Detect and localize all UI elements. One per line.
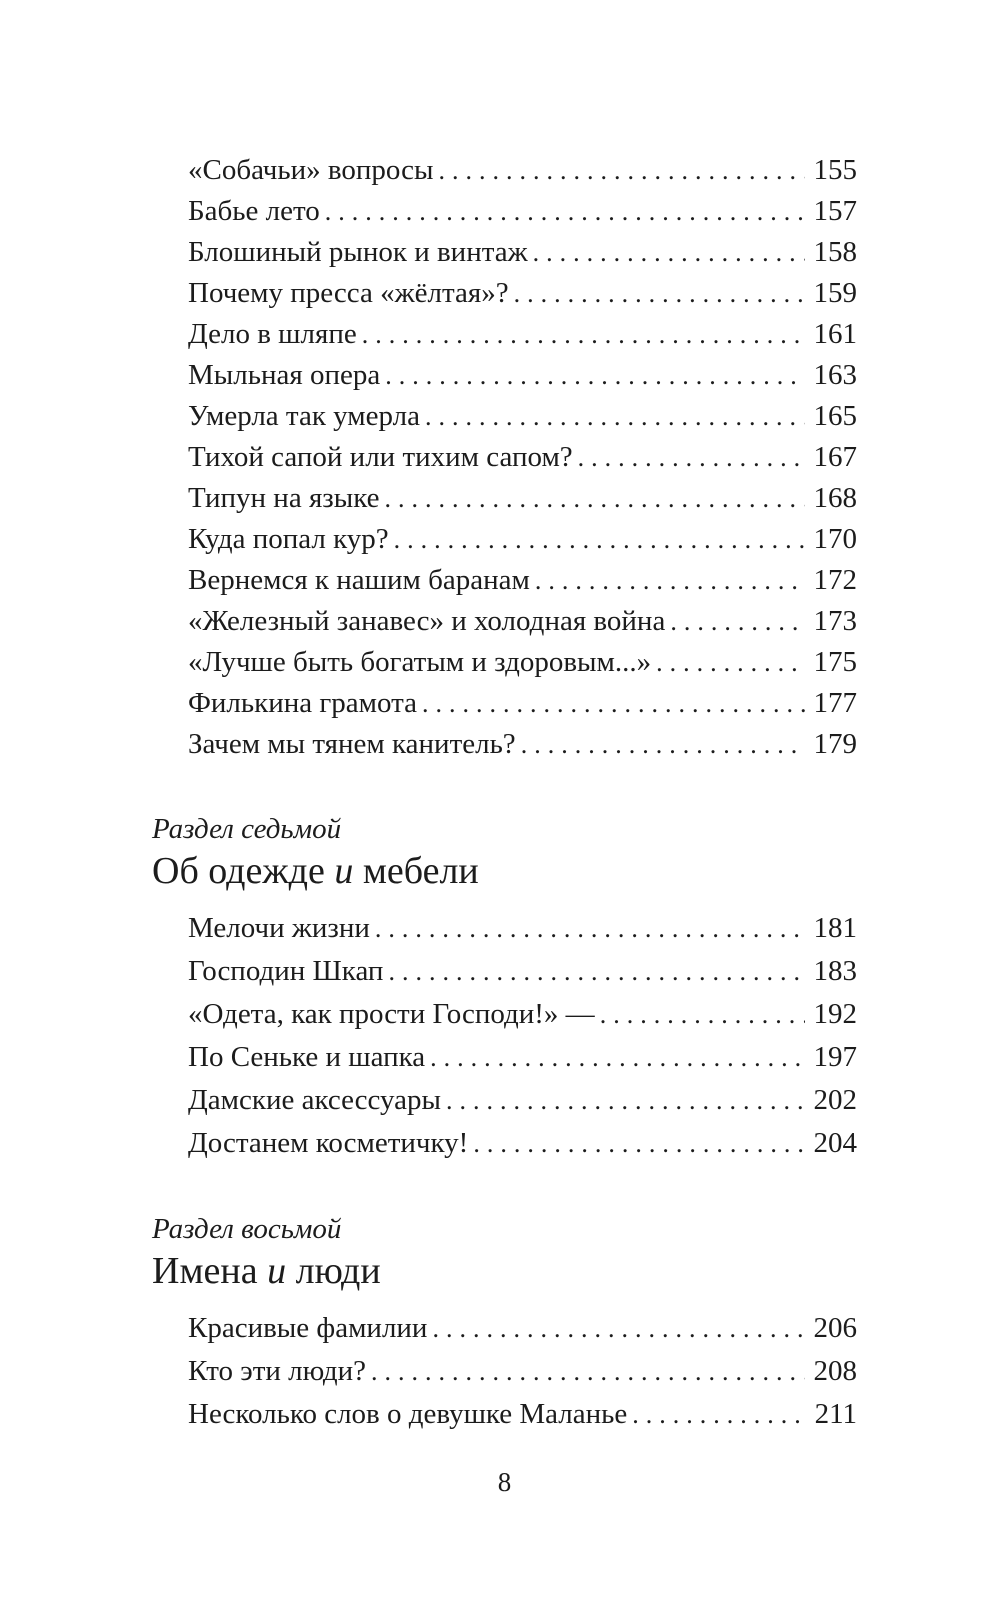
section-heading-pre: Имена [152,1250,258,1292]
toc-entry-title: Почему пресса «жёлтая»? [188,277,509,309]
toc-entry [188,1307,857,1350]
toc-entry-page: 192 [813,998,857,1030]
toc-entry-title: По Сеньке и шапка [188,1041,426,1073]
toc-entry-title: Блошиный рынок и винтаж [188,236,528,268]
toc-entry-page: 183 [813,955,857,987]
toc-entry-title: «Железный занавес» и холодная война [188,605,666,637]
toc-entry-title: Тихой сапой или тихим сапом? [188,441,573,473]
toc-entry-title: Филькина грамота [188,687,418,719]
toc-entry-page: 173 [813,605,857,637]
toc-entry-title: «Лучше быть богатым и здоровым...» [188,646,652,678]
toc-entry-page: 163 [813,359,857,391]
toc-entry-title: Бабье лето [188,195,320,227]
toc-entry-title: Мелочи жизни [188,912,370,944]
toc-entry-page: 204 [813,1127,857,1159]
section-heading-italic: и [257,1250,296,1292]
toc-entry-page: 177 [813,687,857,719]
toc-entry-page: 170 [813,523,857,555]
section-heading-pre: Об одежде [152,850,325,892]
toc-entry-page: 165 [813,400,857,432]
toc-entry-page: 161 [813,318,857,350]
section-label: Раздел восьмой [152,1213,342,1245]
toc-entry [188,642,857,683]
toc-entry-title: Достанем косметичку! [188,1127,469,1159]
dot-leader [535,560,805,601]
toc-entry [188,601,857,642]
dot-leader [371,1350,805,1393]
dot-leader [385,355,804,396]
section-heading-italic: и [324,850,363,892]
toc-entry-title: Кто эти люди? [188,1355,366,1387]
dot-leader [425,396,805,437]
toc-entry-title: Мыльная опера [188,359,381,391]
section-heading-post: мебели [362,850,479,892]
dot-leader [656,642,804,683]
toc-entry-title: Дамские аксессуары [188,1084,441,1116]
dot-leader [521,724,805,765]
section-heading-post: люди [295,1250,381,1292]
toc-entry [188,683,857,724]
toc-entry [188,150,857,191]
toc-entry [188,191,857,232]
toc-entry-title: «Собачьи» вопросы [188,154,434,186]
toc-entry [188,1036,857,1079]
dot-leader [533,232,805,273]
dot-leader [375,907,805,950]
toc-section-seven [152,811,857,1165]
toc-section-continued [152,150,857,765]
toc-entry-title: Господин Шкап [188,955,384,987]
dot-leader [388,950,804,993]
toc-entry-page: 168 [813,482,857,514]
folio-page-number: 8 [497,1467,512,1497]
toc-entry [188,478,857,519]
toc-entry-title: «Одета, как прости Господи!» — [188,998,595,1030]
dot-leader [600,993,805,1036]
toc-entry-title: Умерла так умерла [188,400,420,432]
toc-entry-page: 206 [813,1312,857,1344]
toc-entry-page: 172 [813,564,857,596]
dot-leader [394,519,805,560]
dot-leader [473,1122,804,1165]
section-heading [152,1247,857,1295]
toc-entry [188,1079,857,1122]
toc-entry [188,396,857,437]
dot-leader [446,1079,805,1122]
dot-leader [422,683,804,724]
toc-entry-page: 158 [813,236,857,268]
toc-section-seven-entries [152,907,857,1165]
toc-entry-page: 159 [813,277,857,309]
toc-entry-page: 179 [813,728,857,760]
toc-entry [188,314,857,355]
toc-entry [188,437,857,478]
toc-entry-page: 157 [813,195,857,227]
toc-entry [188,1350,857,1393]
toc-entry-page: 202 [813,1084,857,1116]
toc-entry-title: Вернемся к нашим баранам [188,564,530,596]
page-footer [152,1466,857,1498]
toc-entry-page: 155 [813,154,857,186]
toc-entry [188,519,857,560]
toc-entry-page: 181 [813,912,857,944]
toc-entry [188,1393,857,1436]
dot-leader [362,314,805,355]
toc-entry-page: 208 [813,1355,857,1387]
toc-entry [188,907,857,950]
dot-leader [384,478,804,519]
toc-entry [188,993,857,1036]
toc-section-eight-entries [152,1307,857,1436]
toc-entry-page: 197 [813,1041,857,1073]
dot-leader [514,273,805,314]
toc-entry-title: Куда попал кур? [188,523,389,555]
toc-entry-title: Красивые фамилии [188,1312,428,1344]
dot-leader [325,191,805,232]
toc-entry [188,273,857,314]
toc-section-eight [152,1211,857,1436]
toc-entry [188,1122,857,1165]
toc-entry-title: Несколько слов о девушке Маланье [188,1398,628,1430]
section-label: Раздел седьмой [152,813,342,845]
dot-leader [432,1307,804,1350]
toc-entry-page: 175 [813,646,857,678]
dot-leader [430,1036,804,1079]
toc-entry [188,560,857,601]
toc-entry-title: Типун на языке [188,482,380,514]
dot-leader [438,150,804,191]
toc-entry-page: 167 [813,441,857,473]
section-heading [152,847,857,895]
toc-entry [188,724,857,765]
dot-leader [578,437,805,478]
dot-leader [632,1393,805,1436]
toc-entry-title: Зачем мы тянем канитель? [188,728,516,760]
toc-entry [188,232,857,273]
toc-entry [188,950,857,993]
toc-entry [188,355,857,396]
dot-leader [670,601,804,642]
toc-entry-page: 211 [814,1398,857,1430]
toc-entry-title: Дело в шляпе [188,318,357,350]
